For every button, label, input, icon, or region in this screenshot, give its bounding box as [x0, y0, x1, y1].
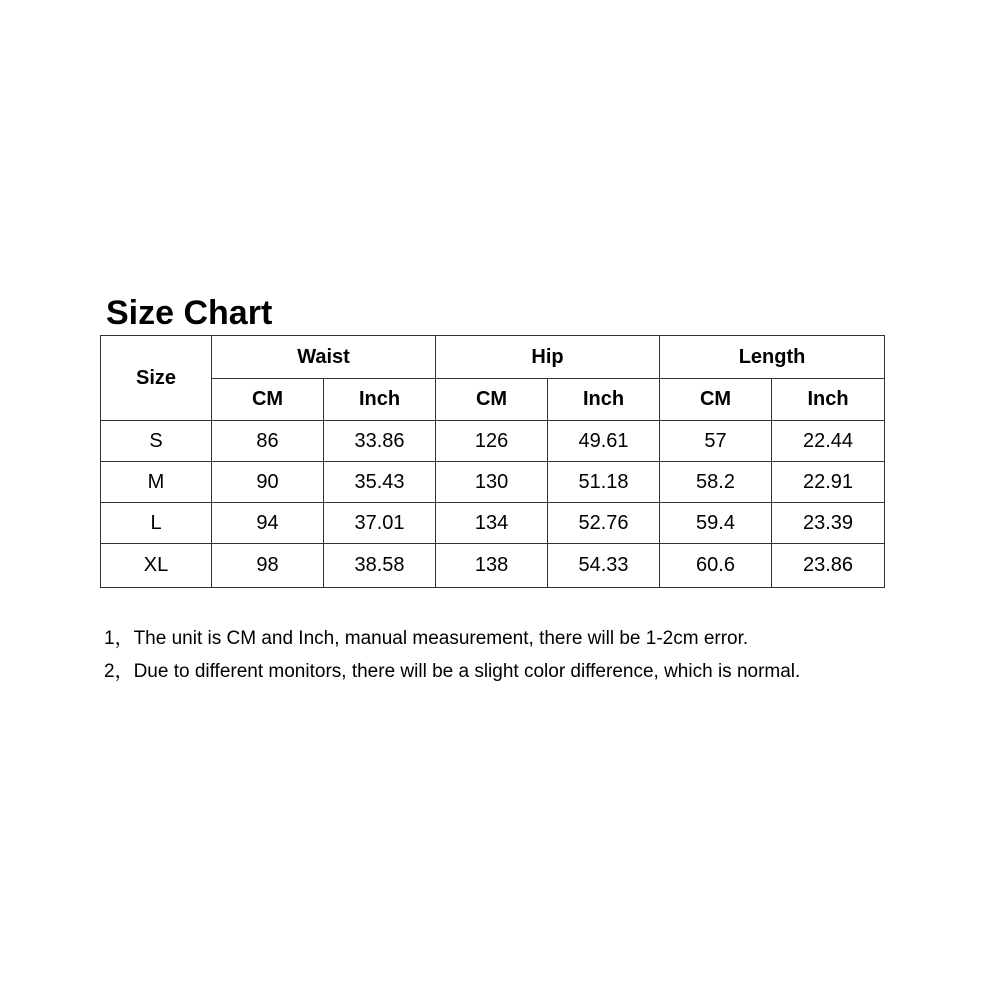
table-cell: 54.33: [548, 544, 660, 588]
table-row: [101, 503, 885, 544]
page-title: Size Chart: [106, 294, 273, 332]
table-cell: 126: [436, 421, 548, 462]
unit-header: Inch: [772, 379, 885, 421]
table-cell: 98: [212, 544, 324, 588]
table-cell: 90: [212, 462, 324, 503]
table-cell: 33.86: [324, 421, 436, 462]
table-cell: 59.4: [660, 503, 772, 544]
table-cell: 86: [212, 421, 324, 462]
table-cell: 23.86: [772, 544, 885, 588]
size-chart-table: [100, 335, 885, 588]
length-group-header: Length: [660, 336, 885, 379]
table-cell: 38.58: [324, 544, 436, 588]
unit-header: Inch: [324, 379, 436, 421]
note-color: 2，Due to different monitors, there will be a slight color difference, which is normal.: [104, 661, 801, 682]
table-cell: 22.91: [772, 462, 885, 503]
table-header-row: [101, 336, 885, 379]
table-unit-row: [101, 379, 885, 421]
table-cell: 49.61: [548, 421, 660, 462]
size-cell: M: [101, 462, 212, 503]
size-cell: S: [101, 421, 212, 462]
hip-group-header: Hip: [436, 336, 660, 379]
unit-header: CM: [436, 379, 548, 421]
table-cell: 23.39: [772, 503, 885, 544]
table-cell: 130: [436, 462, 548, 503]
table-cell: 134: [436, 503, 548, 544]
table-cell: 51.18: [548, 462, 660, 503]
table-cell: 57: [660, 421, 772, 462]
table-row: [101, 544, 885, 588]
table-cell: 94: [212, 503, 324, 544]
size-column-header: Size: [101, 336, 212, 421]
table-cell: 138: [436, 544, 548, 588]
waist-group-header: Waist: [212, 336, 436, 379]
table-row: [101, 462, 885, 503]
table-cell: 60.6: [660, 544, 772, 588]
size-cell: XL: [101, 544, 212, 588]
table-row: [101, 421, 885, 462]
table-cell: 52.76: [548, 503, 660, 544]
table-cell: 58.2: [660, 462, 772, 503]
unit-header: Inch: [548, 379, 660, 421]
table-cell: 22.44: [772, 421, 885, 462]
note-measurement: 1，The unit is CM and Inch, manual measurement, there will be 1-2cm error.: [104, 628, 749, 649]
notes: [104, 622, 800, 688]
unit-header: CM: [660, 379, 772, 421]
table-cell: 37.01: [324, 503, 436, 544]
table-cell: 35.43: [324, 462, 436, 503]
size-cell: L: [101, 503, 212, 544]
unit-header: CM: [212, 379, 324, 421]
